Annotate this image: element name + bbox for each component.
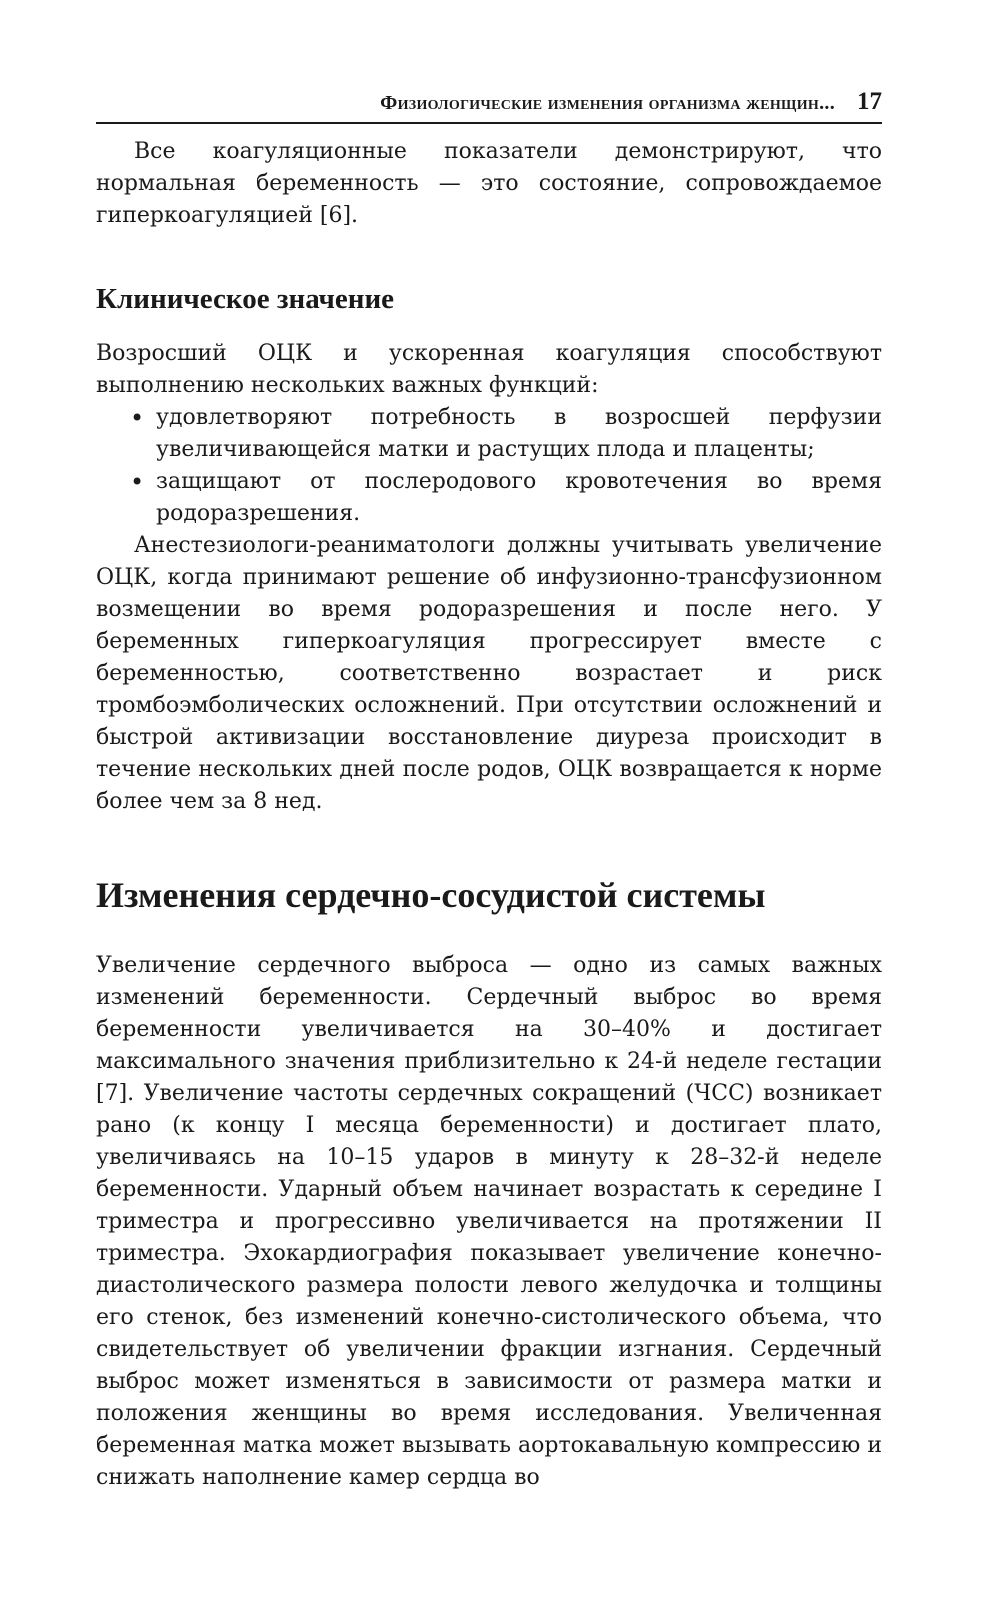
- paragraph-anesthesiology: Анестезиологи-реаниматологи должны учитывать увеличение ОЦК, когда принимают решение об инфузионно-трансфузионном возмещении во время родоразрешения и после него. У беременных гиперкоагуляция прогрессирует вместе с беременностью, соответственно возрастает и риск тромбоэмболических осложнений. При отсутствии осложнений и быстрой активизации восстановление диуреза происходит в течение нескольких дней после родов, ОЦК возвращается к норме более чем за 8 нед.: [96, 533, 882, 814]
- page-number: 17: [857, 88, 882, 115]
- paragraph-functions-intro: Возросший ОЦК и ускоренная коагуляция способствуют выполнению нескольких важных функций:: [96, 341, 882, 398]
- functions-list: [96, 402, 882, 530]
- running-title: Физиологические изменения организма женщин...: [380, 92, 835, 114]
- body-text: [96, 136, 882, 1494]
- list-item: • защищают от послеродового кровотечения во время родоразрешения.: [96, 466, 882, 530]
- subheading-clinical-significance: Клиническое значение: [96, 283, 395, 315]
- running-header: [96, 88, 882, 124]
- list-item: • удовлетворяют потребность в возросшей перфузии увеличивающейся матки и растущих плода и плаценты;: [96, 402, 882, 466]
- paragraph-coagulation: Все коагуляционные показатели демонстрируют, что нормальная беременность — это состояние, сопровождаемое гиперкоагуляцией [6].: [96, 139, 882, 228]
- section-heading-cardiovascular: Изменения сердечно-сосудистой системы: [96, 875, 766, 915]
- paragraph-cardiac-output: Увеличение сердечного выброса — одно из самых важных изменений беременности. Сердечный выброс во время беременности увеличивается на 30–40% и достигает максимального значения приблизительно к 24-й неделе гестации [7]. Увеличение частоты сердечных сокращений (ЧСС) возникает рано (к концу I месяца беременности) и достигает плато, увеличиваясь на 10–15 ударов в минуту к 28–32-й неделе беременности. Ударный объем начинает возрастать к середине I триместра и прогрессивно увеличивается на протяжении II триместра. Эхокардиография показывает увеличение конечно-диастолического размера полости левого желудочка и толщины его стенок, без изменений конечно-систолического объема, что свидетельствует об увеличении фракции изгнания. Сердечный выброс может изменяться в зависимости от размера матки и положения женщины во время исследования. Увеличенная беременная матка может вызывать аортокавальную компрессию и снижать наполнение камер сердца во: [96, 953, 882, 1490]
